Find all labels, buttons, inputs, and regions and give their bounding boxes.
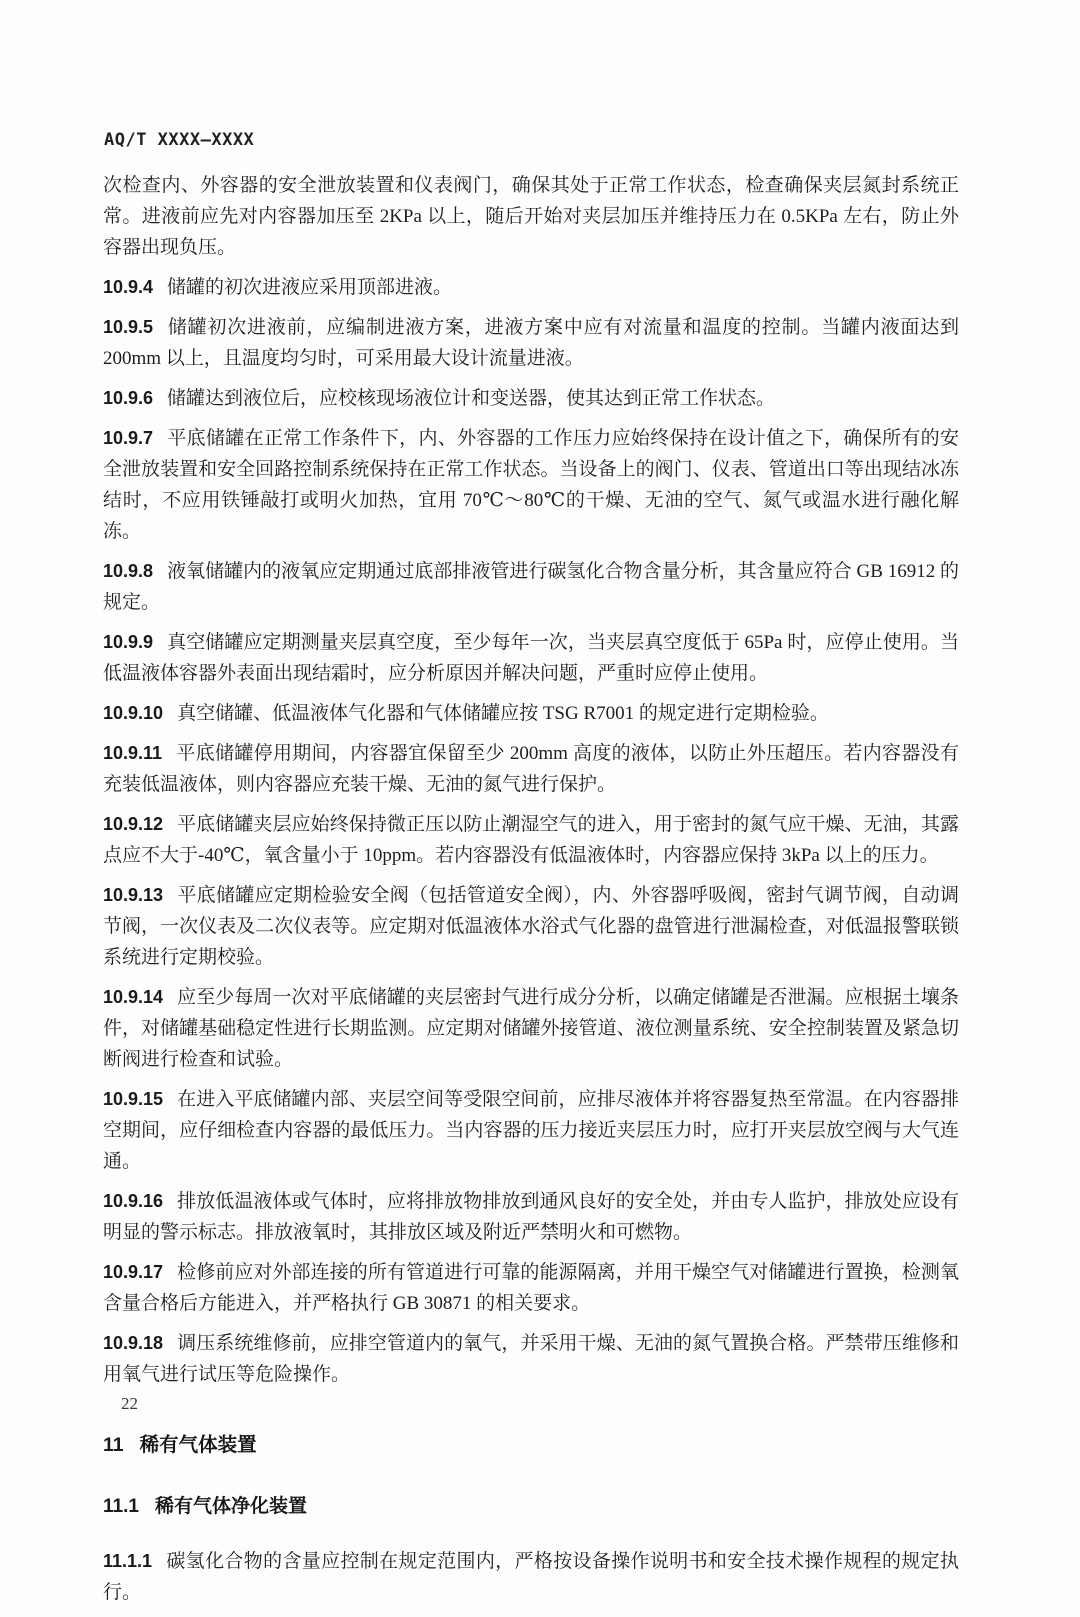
clause-number: 10.9.7 — [103, 428, 154, 448]
clause-number: 10.9.13 — [103, 885, 164, 905]
clause-text: 平底储罐在正常工作条件下，内、外容器的工作压力应始终保持在设计值之下，确保所有的安全泄放装置和安全回路控制系统保持在正常工作状态。当设备上的阀门、仪表、管道出口等出现结冰冻结时，不应用铁锤敲打或明火加热，宜用 70℃～80℃的干燥、无油的空气、氮气或温水进行融化解冻。 — [103, 428, 959, 542]
clause-text: 平底储罐夹层应始终保持微正压以防止潮湿空气的进入，用于密封的氮气应干燥、无油，其露点应不大于-40℃，氧含量小于 10ppm。若内容器没有低温液体时，内容器应保持 3kPa 以上的压力。 — [103, 814, 959, 866]
clause-number: 10.9.15 — [103, 1089, 164, 1109]
clause-text: 平底储罐应定期检验安全阀（包括管道安全阀），内、外容器呼吸阀，密封气调节阀，自动调节阀，一次仪表及二次仪表等。应定期对低温液体水浴式气化器的盘管进行泄漏检查，对低温报警联锁系统进行定期校验。 — [103, 885, 959, 968]
clause-paragraph — [103, 1328, 959, 1390]
clause-paragraph — [103, 312, 959, 374]
clause-number: 10.9.12 — [103, 814, 164, 834]
clause-paragraph — [103, 698, 959, 729]
clause-text: 次检查内、外容器的安全泄放装置和仪表阀门，确保其处于正常工作状态，检查确保夹层氮封系统正常。进液前应先对内容器加压至 2KPa 以上，随后开始对夹层加压并维持压力在 0.5KPa 左右，防止外容器出现负压。 — [103, 175, 959, 258]
clause-text: 储罐的初次进液应采用顶部进液。 — [167, 277, 453, 298]
clause-paragraph — [103, 880, 959, 973]
continuation-paragraph — [103, 170, 959, 263]
clause-text: 真空储罐应定期测量夹层真空度，至少每年一次，当夹层真空度低于 65Pa 时，应停止使用。当低温液体容器外表面出现结霜时，应分析原因并解决问题，严重时应停止使用。 — [103, 632, 959, 684]
clause-paragraph — [103, 272, 959, 303]
clause-text: 储罐达到液位后，应校核现场液位计和变送器，使其达到正常工作状态。 — [167, 388, 776, 409]
clause-paragraph — [103, 423, 959, 547]
page-number: 22 — [121, 1394, 138, 1413]
document-body — [103, 168, 959, 1617]
clause-paragraph — [103, 982, 959, 1075]
clause-number: 10.9.10 — [103, 703, 164, 723]
clause-text: 在进入平底储罐内部、夹层空间等受限空间前，应排尽液体并将容器复热至常温。在内容器排空期间，应仔细检查内容器的最低压力。当内容器的压力接近夹层压力时，应打开夹层放空阀与大气连通。 — [103, 1089, 959, 1172]
clause-number: 10.9.8 — [103, 561, 154, 581]
section-heading — [103, 1430, 959, 1461]
clause-text: 平底储罐停用期间，内容器宜保留至少 200mm 高度的液体，以防止外压超压。若内容器没有充装低温液体，则内容器应充装干燥、无油的氮气进行保护。 — [103, 743, 959, 795]
clause-number: 10.9.11 — [103, 743, 163, 763]
clause-text: 稀有气体装置 — [139, 1434, 257, 1456]
clause-number: 10.9.9 — [103, 632, 154, 652]
clause-text: 检修前应对外部连接的所有管道进行可靠的能源隔离，并用干燥空气对储罐进行置换，检测氧含量合格后方能进入，并严格执行 GB 30871 的相关要求。 — [103, 1262, 959, 1314]
clause-text: 稀有气体净化装置 — [154, 1496, 307, 1517]
clause-paragraph — [103, 627, 959, 689]
clause-paragraph — [103, 383, 959, 414]
clause-number: 11.1 — [103, 1496, 139, 1517]
clause-text: 排放低温液体或气体时，应将排放物排放到通风良好的安全处，并由专人监护，排放处应设有明显的警示标志。排放液氧时，其排放区域及附近严禁明火和可燃物。 — [103, 1191, 959, 1243]
clause-text: 液氧储罐内的液氧应定期通过底部排液管进行碳氢化合物含量分析，其含量应符合 GB 16912 的规定。 — [103, 561, 959, 613]
clause-paragraph — [103, 1186, 959, 1248]
clause-text: 碳氢化合物的含量应控制在规定范围内，严格按设备操作说明书和安全技术操作规程的规定执行。 — [103, 1551, 959, 1603]
clause-number: 10.9.4 — [103, 277, 154, 297]
clause-number: 11 — [103, 1434, 124, 1456]
clause-number: 10.9.14 — [103, 987, 164, 1007]
clause-paragraph — [103, 738, 959, 800]
clause-text: 应至少每周一次对平底储罐的夹层密封气进行成分分析，以确定储罐是否泄漏。应根据土壤条件，对储罐基础稳定性进行长期监测。应定期对储罐外接管道、液位测量系统、安全控制装置及紧急切断阀进行检查和试验。 — [103, 987, 959, 1070]
clause-number: 10.9.18 — [103, 1333, 164, 1353]
clause-text: 调压系统维修前，应排空管道内的氧气，并采用干燥、无油的氮气置换合格。严禁带压维修和用氧气进行试压等危险操作。 — [103, 1333, 959, 1385]
clause-paragraph — [103, 1084, 959, 1177]
clause-text: 真空储罐、低温液体气化器和气体储罐应按 TSG R7001 的规定进行定期检验。 — [177, 703, 829, 724]
clause-text: 储罐初次进液前，应编制进液方案，进液方案中应有对流量和温度的控制。当罐内液面达到 200mm 以上，且温度均匀时，可采用最大设计流量进液。 — [103, 317, 959, 369]
clause-paragraph — [103, 556, 959, 618]
subsection-heading — [103, 1491, 959, 1522]
clause-number: 10.9.16 — [103, 1191, 164, 1211]
document-header-code: AQ/T XXXX—XXXX — [104, 130, 255, 150]
clause-number: 10.9.17 — [103, 1262, 164, 1282]
clause-number: 11.1.1 — [103, 1551, 153, 1571]
clause-number: 10.9.5 — [103, 317, 154, 337]
clause-number: 10.9.6 — [103, 388, 154, 408]
clause-paragraph — [103, 1257, 959, 1319]
clause-paragraph — [103, 1546, 959, 1608]
clause-paragraph — [103, 809, 959, 871]
